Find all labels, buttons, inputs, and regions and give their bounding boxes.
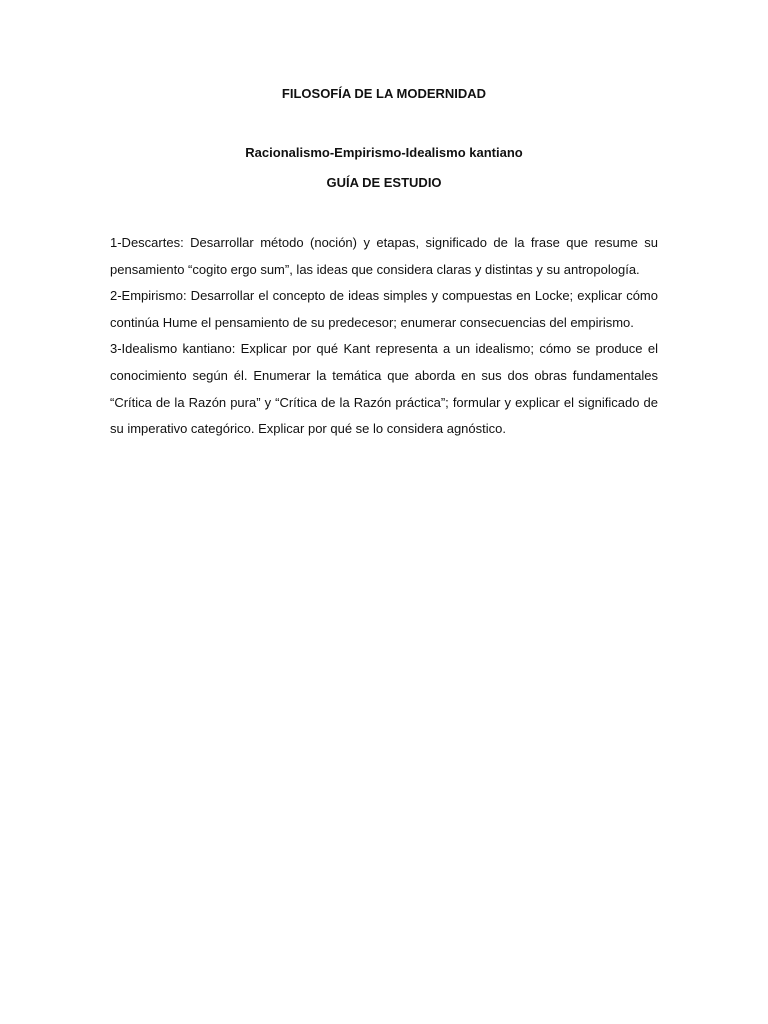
- item-descartes: 1-Descartes: Desarrollar método (noción) y etapas, significado de la frase que resume su pensamiento “cogito ergo sum”, las ideas que considera claras y distintas y su antropología.: [110, 235, 658, 277]
- study-guide-body: [110, 230, 658, 443]
- item-idealismo-kantiano: 3-Idealismo kantiano: Explicar por qué Kant representa a un idealismo; cómo se produce el conocimiento según él. Enumerar la temática que aborda en sus dos obras fundamentales “Crítica de la Razón pura” y “Crítica de la Razón práctica”; formular y explicar el significado de su imperativo categórico. Explicar por qué se lo considera agnóstico.: [110, 341, 658, 437]
- study-guide-label: GUÍA DE ESTUDIO: [326, 175, 442, 190]
- item-empirismo: 2-Empirismo: Desarrollar el concepto de ideas simples y compuestas en Locke; explicar cómo continúa Hume el pensamiento de su predecesor; enumerar consecuencias del empirismo.: [110, 288, 658, 330]
- document-subtitle: Racionalismo-Empirismo-Idealismo kantiano: [245, 145, 523, 160]
- document-title: FILOSOFÍA DE LA MODERNIDAD: [281, 86, 487, 101]
